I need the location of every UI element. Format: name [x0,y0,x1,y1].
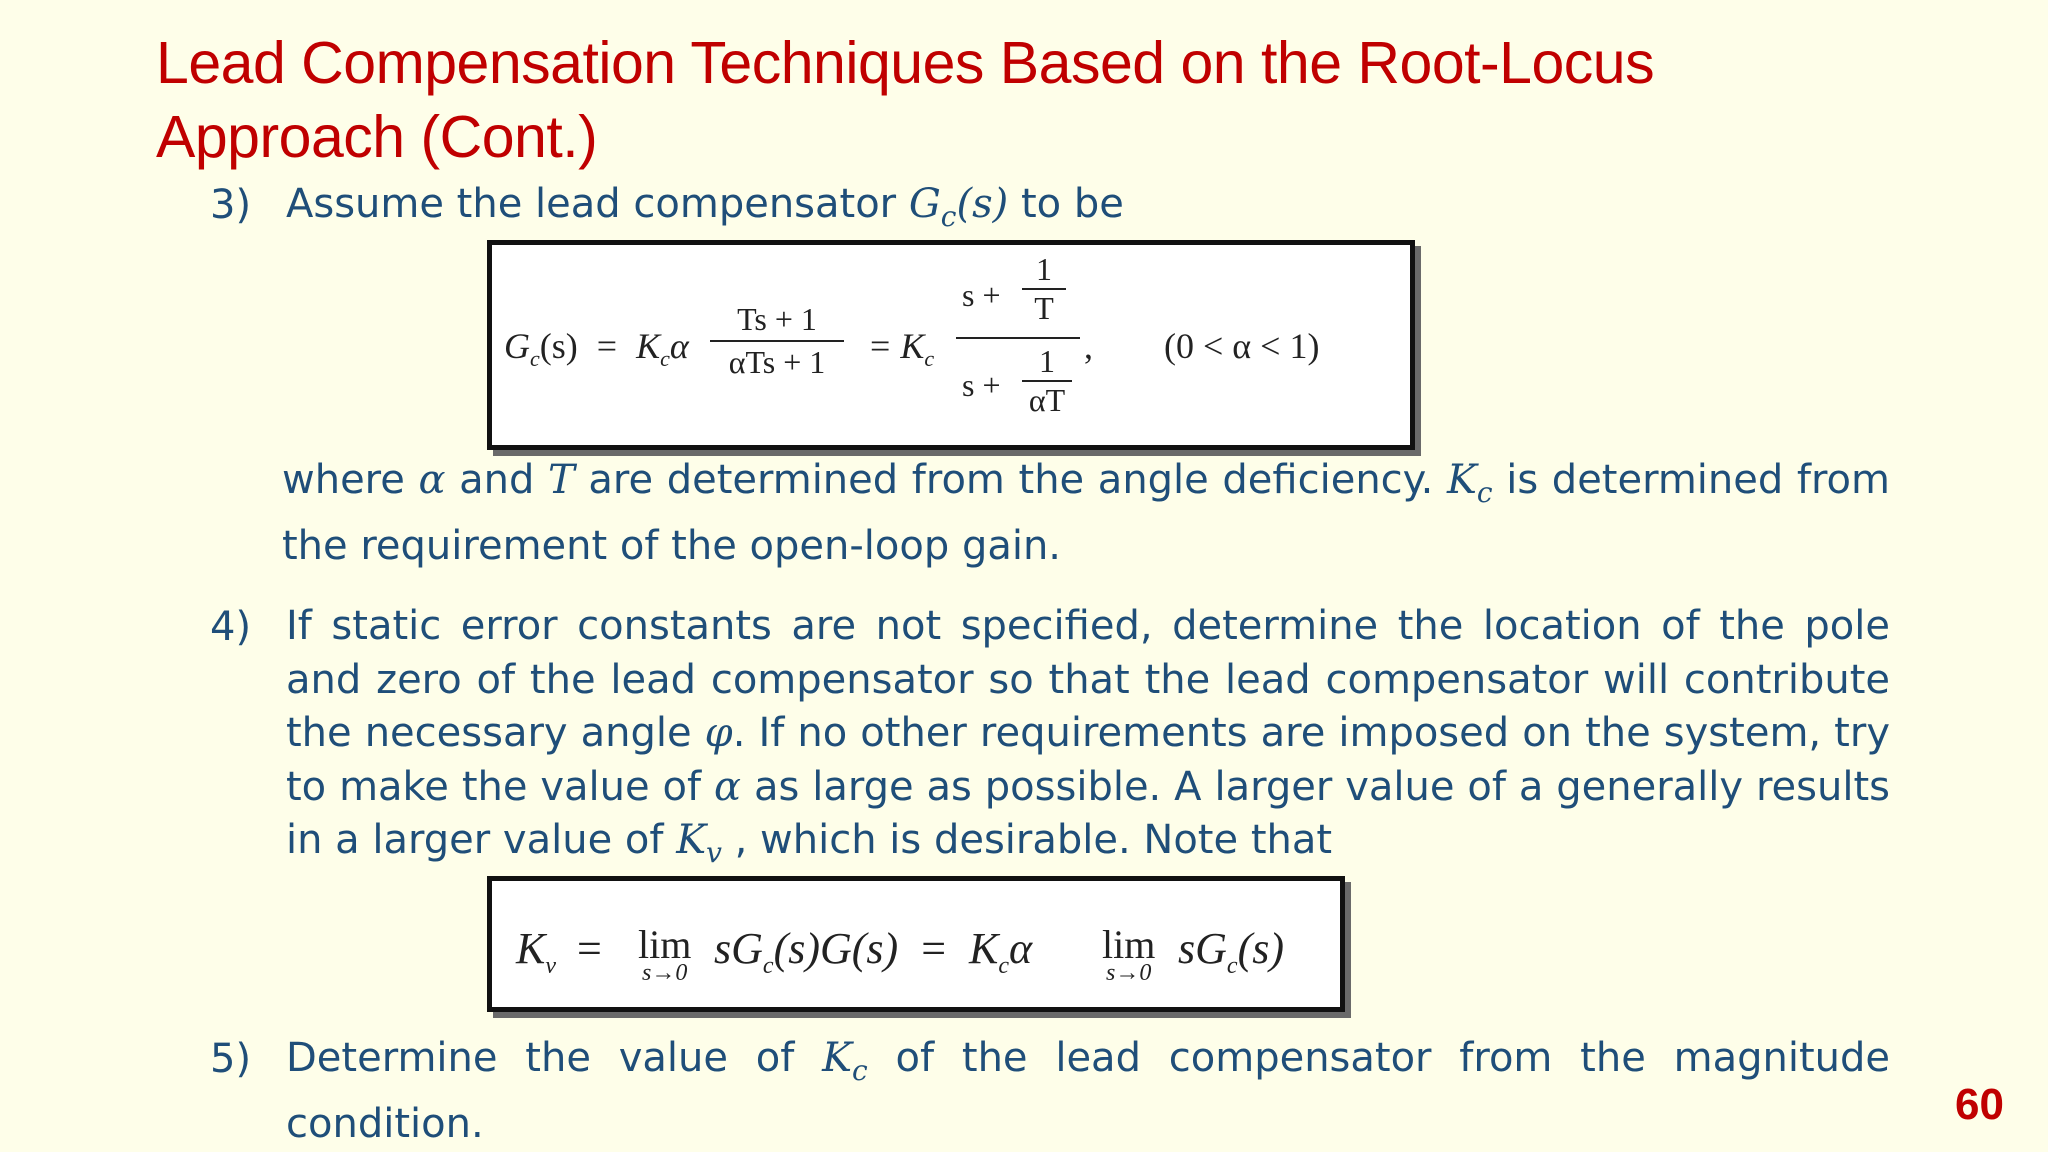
kv-formula-rhs: $sG_c(s)$ [1178,924,1284,979]
step-4-text: If static error constants are not specified, determine the location of the pole and zero of the lead compensator so that the lead compensator will contribute the necessary angle φ. If no other requirements are imposed on the system, try to make the value of α as large as possible. A larger value of a generally results in a larger value of $K_v$ , which is desirable. Note that [286,603,1890,869]
step-3-explanation: where α and T are determined from the angle deficiency. $K_c$ is determined from the requirement of the open-loop gain. [282,457,1890,569]
page-number: 60 [1955,1080,2004,1129]
limit-1: lim s→0 [638,922,692,986]
slide-title [156,26,1956,174]
step-5-text: Determine the value of $K_c$ of the lead compensator from the magnitude condition. [286,1035,1890,1147]
slide-title-line-1: Lead Compensation Techniques Based on the Root-Locus [156,30,1655,96]
formula-fraction-2: s + 1 T s + 1 αT [956,251,1080,427]
fraction-1-numerator: Ts + 1 [737,301,817,337]
step-3-text-before: Assume the lead compensator [286,181,909,227]
fraction-2-top-term: s + [962,277,1001,313]
step-5-number: 5) [210,1036,252,1082]
formula-middle: = $K_c$ [870,326,935,372]
math-gc-symbol: $G_c(s)$ [908,181,1009,233]
fraction-1-denominator: αTs + 1 [728,344,826,380]
formula-alpha-condition: (0 < α < 1) [1164,326,1320,366]
limit-2: lim s→0 [1102,922,1156,986]
kv-formula-middle: $sG_c(s)G(s) = K_c\alpha$ [714,924,1033,979]
slide-title-line-2: Approach (Cont.) [156,104,598,170]
kv-formula-lhs: $K_v$ = [516,924,602,979]
step-4-number: 4) [210,604,252,650]
step-3-intro [286,178,1886,244]
step-3-number: 3) [210,182,252,228]
formula-fraction-1 [710,301,844,381]
formula-comma: , [1084,326,1093,366]
formula-lhs: $G_c(s) = K_c\alpha$ [504,326,689,372]
velocity-error-constant-formula [487,876,1345,1012]
lead-compensator-formula [487,240,1415,450]
step-3-text-after: to be [1008,181,1124,227]
fraction-2-bottom-term: s + [962,367,1001,403]
